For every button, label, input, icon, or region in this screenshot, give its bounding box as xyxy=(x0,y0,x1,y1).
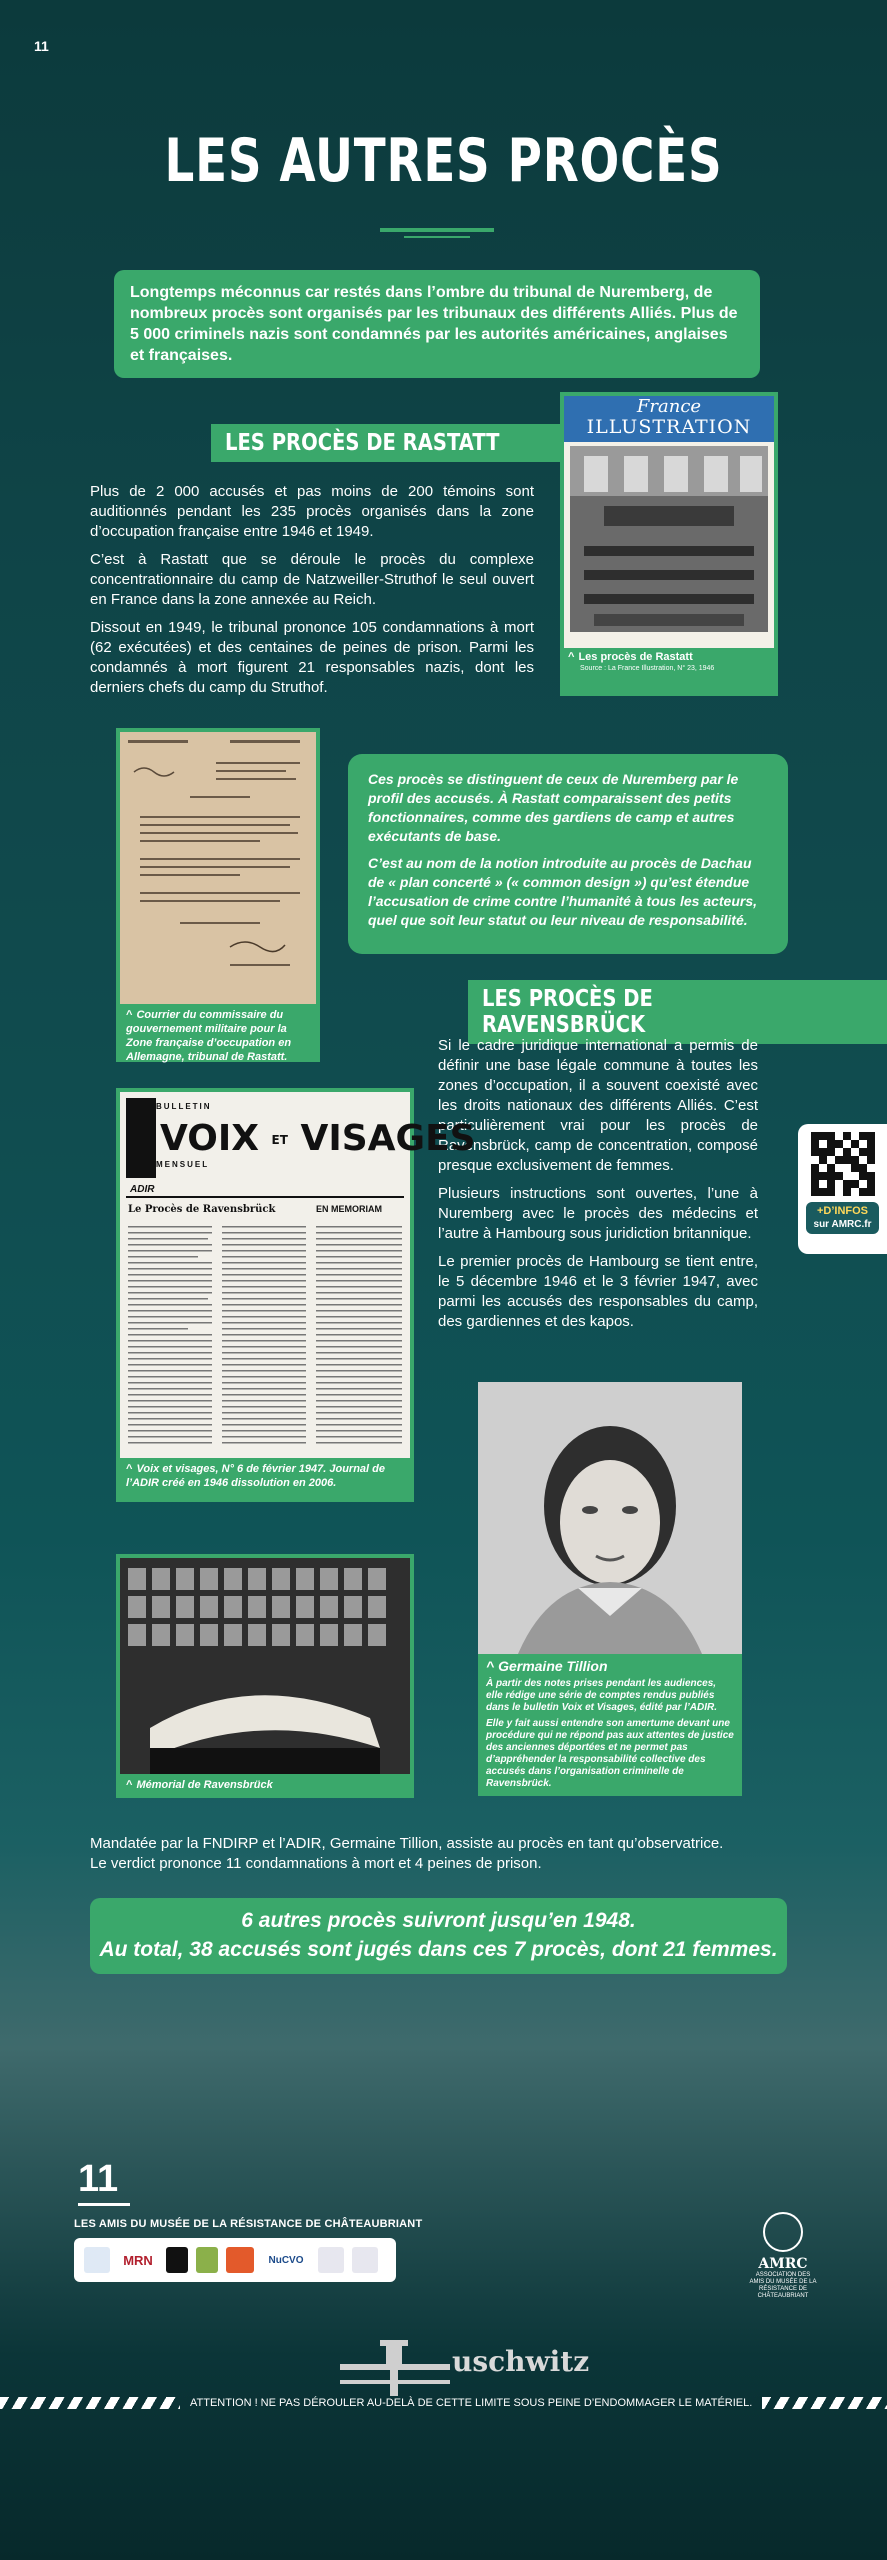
title-underline-secondary xyxy=(404,236,470,238)
tillion-portrait xyxy=(478,1382,742,1654)
voix-visages-caption-text: Voix et visages, N° 6 de février 1947. Journal de l’ADIR créé en 1946 dissolution en 2006. xyxy=(126,1463,385,1489)
letter-photo-frame xyxy=(116,728,320,1062)
tillion-caption-1: À partir des notes prises pendant les audiences, elle rédige une série de comptes rendus publiés dans le bulletin Voix et Visages, édité par l’ADIR. xyxy=(486,1678,717,1713)
footer-number-underline xyxy=(78,2203,130,2206)
footer-association: LES AMIS DU MUSÉE DE LA RÉSISTANCE DE CHÂTEAUBRIANT xyxy=(74,2218,423,2230)
verdict-note-line2: Le verdict prononce 11 condamnations à mort et 4 peines de prison. xyxy=(90,1855,542,1872)
page-title: LES AUTRES PROCÈS xyxy=(164,126,723,196)
chevron-up-icon: ^ xyxy=(126,1463,133,1475)
partner-logo-icon xyxy=(226,2247,254,2273)
conclusion-box xyxy=(90,1898,787,1974)
ravensbruck-paragraph: Plusieurs instructions sont ouvertes, l’une à Nuremberg avec le procès des médecins et l’autre à Hambourg sous juridiction britannique. xyxy=(438,1185,758,1242)
chevron-up-icon: ^ xyxy=(568,651,575,663)
ravensbruck-heading xyxy=(468,980,887,1044)
memorial-caption xyxy=(120,1774,410,1796)
amrc-logo-subtitle: ASSOCIATION DES AMIS DU MUSÉE DE LA RÉSISTANCE DE CHÂTEAUBRIANT xyxy=(749,2272,817,2299)
page-number: 11 xyxy=(34,38,49,54)
letter-caption-text: Courrier du commissaire du gouvernement militaire pour la Zone française d’occupation en Allemagne, tribunal de Rastatt. xyxy=(126,1009,292,1063)
ravensbruck-heading-text: LES PROCÈS DE RAVENSBRÜCK xyxy=(482,986,653,1038)
amrc-logo xyxy=(748,2212,818,2300)
intro-box: Longtemps méconnus car restés dans l’ombre du tribunal de Nuremberg, de nombreux procès sont organisés par les tribunaux des différents Alliés. Plus de 5 000 criminels nazis sont condamnés par les autorités américaines, anglaises et françaises. xyxy=(114,270,760,378)
rastatt-photo-frame xyxy=(560,392,778,696)
qr-code-link[interactable] xyxy=(798,1124,887,1254)
rastatt-paragraph: Plus de 2 000 accusés et pas moins de 200 témoins sont auditionnés pendant les 235 procès organisés dans la zone d’occupation française entre 1946 et 1949. xyxy=(90,483,534,540)
voix-visages-newspaper xyxy=(120,1092,476,1458)
voix-visages-frame xyxy=(116,1088,476,1502)
memorial-frame xyxy=(116,1554,414,1798)
rastatt-body xyxy=(90,482,534,706)
callout-box xyxy=(348,754,788,954)
rastatt-caption-text: Les procès de Rastatt xyxy=(578,651,693,663)
amrc-emblem-icon xyxy=(763,2212,803,2252)
partner-logos xyxy=(74,2238,396,2282)
partner-logo-nucvo: NuCVO xyxy=(268,2254,304,2266)
rastatt-heading-text: LES PROCÈS DE RASTATT xyxy=(225,430,500,456)
ravensbruck-paragraph: Le premier procès de Hambourg se tient entre, le 5 décembre 1946 et le 3 février 1947, avec parmi les accusés des responsables du camp, des gardiennes et des kapos. xyxy=(438,1253,758,1330)
masthead-visages: VISAGES xyxy=(300,1118,476,1159)
france-illustration-cover xyxy=(564,396,774,648)
tillion-frame xyxy=(478,1382,742,1796)
more-info-label xyxy=(806,1202,879,1234)
warning-text: ATTENTION ! NE PAS DÉROULER AU-DELÀ DE CETTE LIMITE SOUS PEINE D’ENDOMMAGER LE MATÉRIEL. xyxy=(190,2397,753,2409)
partner-logo-icon xyxy=(84,2247,110,2273)
title-underline xyxy=(380,228,494,232)
verdict-note-line1: Mandatée par la FNDIRP et l’ADIR, Germaine Tillion, assiste au procès en tant qu’observatrice. xyxy=(90,1835,724,1852)
tillion-caption xyxy=(478,1654,742,1790)
callout-paragraph: Ces procès se distinguent de ceux de Nuremberg par le profil des accusés. À Rastatt comparaissent des petits fonctionnaires, comme des gardiens de camp et autres exécutants de base. xyxy=(368,771,739,844)
ravensbruck-paragraph: Si le cadre juridique international a permis de définir une base légale commune à toutes les zones d’occupation, il a souvent coexisté avec les droits nationaux des différents Alliés. C’est particulièrement vrai pour les procès de Ravensbrück, camp de concentration, composé presque exclusivement de femmes. xyxy=(438,1037,758,1174)
qr-code-icon xyxy=(811,1132,875,1196)
rastatt-photo-caption xyxy=(564,648,774,675)
callout-paragraph: C’est au nom de la notion introduite au procès de Dachau de « plan concerté » (« common design ») qu’est étendue l’accusation de crime contre l’humanité à tous les acteurs, quel que soit leur statut ou leur niveau de responsabilité. xyxy=(368,855,758,928)
ravensbruck-body xyxy=(438,1036,758,1340)
tillion-name-text: Germaine Tillion xyxy=(498,1658,608,1674)
voix-visages-caption xyxy=(120,1458,410,1494)
newspaper-columns xyxy=(120,1222,410,1462)
auschwitz-wordmark: uschwitz xyxy=(452,2345,590,2378)
partner-logo-mrn: MRN xyxy=(123,2252,153,2268)
warning-bar xyxy=(0,2392,887,2414)
footer-page-number: 11 xyxy=(78,2158,119,2200)
newspaper-emblem xyxy=(126,1098,156,1178)
warning-stripes-right xyxy=(762,2397,887,2409)
rastatt-photo-source: Source : La France Illustration, N° 23, 1946 xyxy=(580,665,715,672)
newspaper-label-adir: ADIR xyxy=(130,1184,155,1195)
magazine-masthead xyxy=(564,396,774,442)
verdict-note xyxy=(90,1834,723,1874)
rastatt-heading xyxy=(211,424,562,462)
partner-logo-icon xyxy=(352,2247,378,2273)
rastatt-paragraph: C’est à Rastatt que se déroule le procès du complexe concentrationnaire du camp de Natzweiller-Struthof le seul ouvert en France dans la zone annexée au Reich. xyxy=(90,551,534,608)
memorial-caption-text: Mémorial de Ravensbrück xyxy=(136,1779,273,1791)
tillion-caption-2: Elle y fait aussi entendre son amertume devant une procédure qui ne répond pas aux attentes de justice des anciennes déportées et ne permet pas d’appréhender la responsabilité collective des accusés dans l’organisation criminelle de Ravensbrück. xyxy=(486,1718,734,1789)
masthead-et: ET xyxy=(271,1133,288,1147)
partner-logo-icon xyxy=(166,2247,188,2273)
warning-stripes-left xyxy=(0,2397,180,2409)
newspaper-label-mensuel: MENSUEL xyxy=(156,1160,210,1169)
more-info-bottom: sur AMRC.fr xyxy=(813,1219,872,1230)
magazine-title-top: France xyxy=(636,396,702,417)
chevron-up-icon: ^ xyxy=(126,1779,133,1791)
masthead-voix: VOIX xyxy=(160,1118,259,1159)
newspaper-memoriam: EN MEMORIAM xyxy=(316,1204,382,1214)
newspaper-label-bulletin: BULLETIN xyxy=(156,1102,212,1111)
chevron-up-icon: ^ xyxy=(126,1009,133,1021)
letter-document-image xyxy=(120,732,316,1004)
chevron-up-icon: ^ xyxy=(486,1658,499,1674)
memorial-photo xyxy=(120,1558,410,1774)
letter-caption xyxy=(120,1004,316,1068)
partner-logo-icon xyxy=(318,2247,344,2273)
newspaper-rule xyxy=(126,1196,404,1198)
courtroom-photo xyxy=(564,446,774,636)
amrc-logo-text: AMRC xyxy=(758,2256,808,2272)
newspaper-article-heading: Le Procès de Ravensbrück xyxy=(128,1204,276,1215)
tillion-name xyxy=(486,1658,734,1674)
rastatt-paragraph: Dissout en 1949, le tribunal prononce 105 condamnations à mort (62 exécutées) et des centaines de peines de prison. Parmi les condamnés à mort figurent 21 responsables nazis, dont les derniers chefs du camp du Struthof. xyxy=(90,619,534,696)
magazine-title-bottom: ILLUSTRATION xyxy=(586,416,752,438)
conclusion-line2: Au total, 38 accusés sont jugés dans ces 7 procès, dont 21 femmes. xyxy=(99,1938,778,1961)
conclusion-line1: 6 autres procès suivront jusqu’en 1948. xyxy=(241,1909,636,1932)
partner-logo-icon xyxy=(196,2247,218,2273)
more-info-top: +D’INFOS xyxy=(816,1205,869,1217)
newspaper-masthead xyxy=(160,1120,476,1159)
